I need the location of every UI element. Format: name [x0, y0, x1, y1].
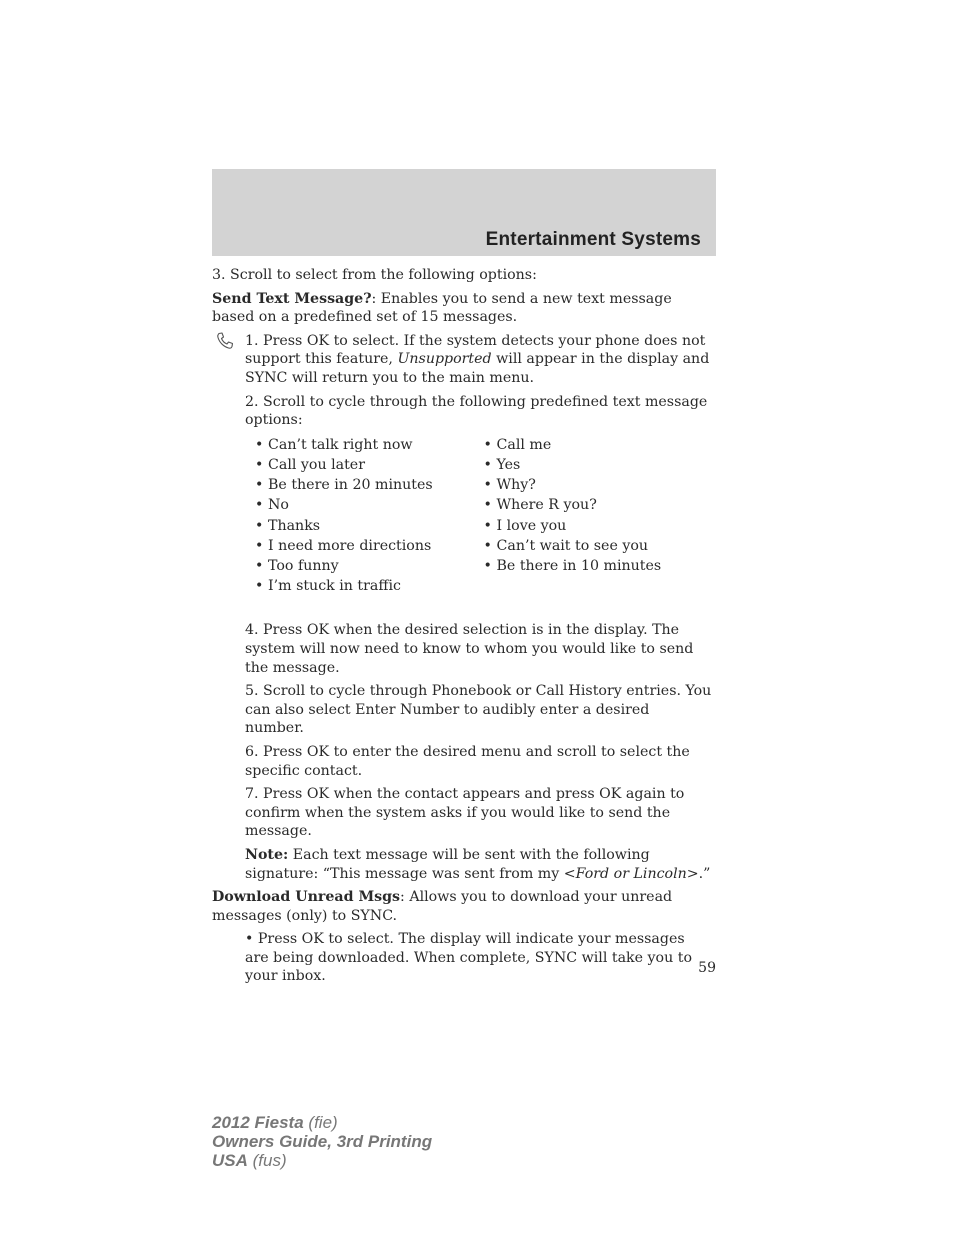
message-option: Call me [496, 436, 552, 453]
footer-market-code: (fus) [247, 1151, 287, 1170]
list-item: • Why? [483, 477, 536, 494]
footer-model-code: (fie) [303, 1113, 338, 1132]
list-item: • I love you [483, 517, 567, 534]
footer-model: 2012 Fiesta [212, 1113, 304, 1132]
message-option: Be there in 20 minutes [268, 477, 433, 494]
note-text-end: .” [698, 865, 711, 882]
footer-market: USA [212, 1151, 248, 1170]
list-item: • Call me [483, 436, 552, 453]
page-number: 59 [698, 960, 716, 976]
message-option: Yes [496, 456, 521, 473]
list-item: • Be there in 20 minutes [255, 477, 433, 494]
note-label: Note: [245, 846, 289, 863]
send-text-description: : Enables you to send a new text message based on a predefined set of 15 messages. [212, 290, 672, 326]
note-brand: <Ford or Lincoln> [563, 865, 699, 882]
step-1-text-end: will appear in the display and SYNC will return you to the main menu. [245, 351, 710, 386]
list-item: • I’m stuck in traffic [255, 578, 401, 595]
message-option: Thanks [268, 517, 321, 534]
list-item: • Can’t wait to see you [483, 537, 649, 554]
step-3: 3. Scroll to select from the following options: [212, 267, 537, 283]
message-column-left [255, 435, 484, 597]
message-option: Where R you? [496, 497, 597, 514]
message-option: Be there in 10 minutes [496, 557, 662, 574]
step-7: 7. Press OK when the contact appears and press OK again to confirm when the system asks if you would like to send the message. [245, 786, 685, 840]
list-item: • I need more directions [255, 537, 432, 554]
note-paragraph [245, 846, 712, 883]
list-item: • Yes [483, 456, 521, 473]
step-2: 2. Scroll to cycle through the following predefined text message options: [245, 393, 708, 429]
step-5: 5. Scroll to cycle through Phonebook or Call History entries. You can also select Enter Number to audibly enter a desired number. [245, 683, 712, 737]
step-1 [245, 332, 712, 388]
list-item: • No [255, 497, 289, 514]
step-1-block [212, 332, 712, 388]
message-option: Call you later [268, 456, 365, 473]
header-band [212, 169, 716, 256]
footer-line-1 [212, 1113, 432, 1132]
message-option: I’m stuck in traffic [268, 578, 401, 595]
message-column-right [484, 435, 713, 597]
step-1-text: 1. Press OK to select. If the system detects your phone does not support this feature, [245, 332, 706, 368]
list-item: • Be there in 10 minutes [483, 557, 662, 574]
section-title: Entertainment Systems [485, 229, 701, 250]
list-item: • Can’t talk right now [255, 436, 413, 453]
message-option: I need more directions [268, 537, 432, 554]
step-6: 6. Press OK to enter the desired menu and scroll to select the specific contact. [245, 743, 690, 779]
download-paragraph [212, 888, 712, 925]
send-text-paragraph [212, 290, 712, 327]
download-description: : Allows you to download your unread messages (only) to SYNC. [212, 889, 673, 924]
message-option: No [268, 497, 289, 514]
list-item: • Too funny [255, 557, 339, 574]
footer [212, 1113, 432, 1170]
send-text-label: Send Text Message? [212, 290, 372, 307]
note-text: Each text message will be sent with the following signature: “This message was sent from my [245, 846, 650, 882]
unsupported-term: Unsupported [397, 351, 492, 368]
message-option: Can’t wait to see you [496, 537, 649, 554]
message-option: I love you [496, 517, 567, 534]
download-label: Download Unread Msgs [212, 889, 401, 906]
step-4: 4. Press OK when the desired selection is in the display. The system will now need to know to whom you would like to send the message. [245, 622, 694, 676]
message-option: Why? [496, 477, 536, 494]
message-option: Can’t talk right now [268, 436, 413, 453]
page-body [212, 266, 712, 991]
download-step: • Press OK to select. The display will indicate your messages are being downloaded. When complete, SYNC will take you to your inbox. [245, 931, 692, 985]
list-item: • Thanks [255, 517, 321, 534]
message-options [255, 435, 712, 597]
footer-line-3 [212, 1151, 432, 1170]
list-item: • Call you later [255, 456, 365, 473]
phone-handset-icon [216, 332, 234, 350]
list-item: • Where R you? [483, 497, 597, 514]
message-option: Too funny [268, 557, 339, 574]
footer-line-2: Owners Guide, 3rd Printing [212, 1132, 433, 1151]
